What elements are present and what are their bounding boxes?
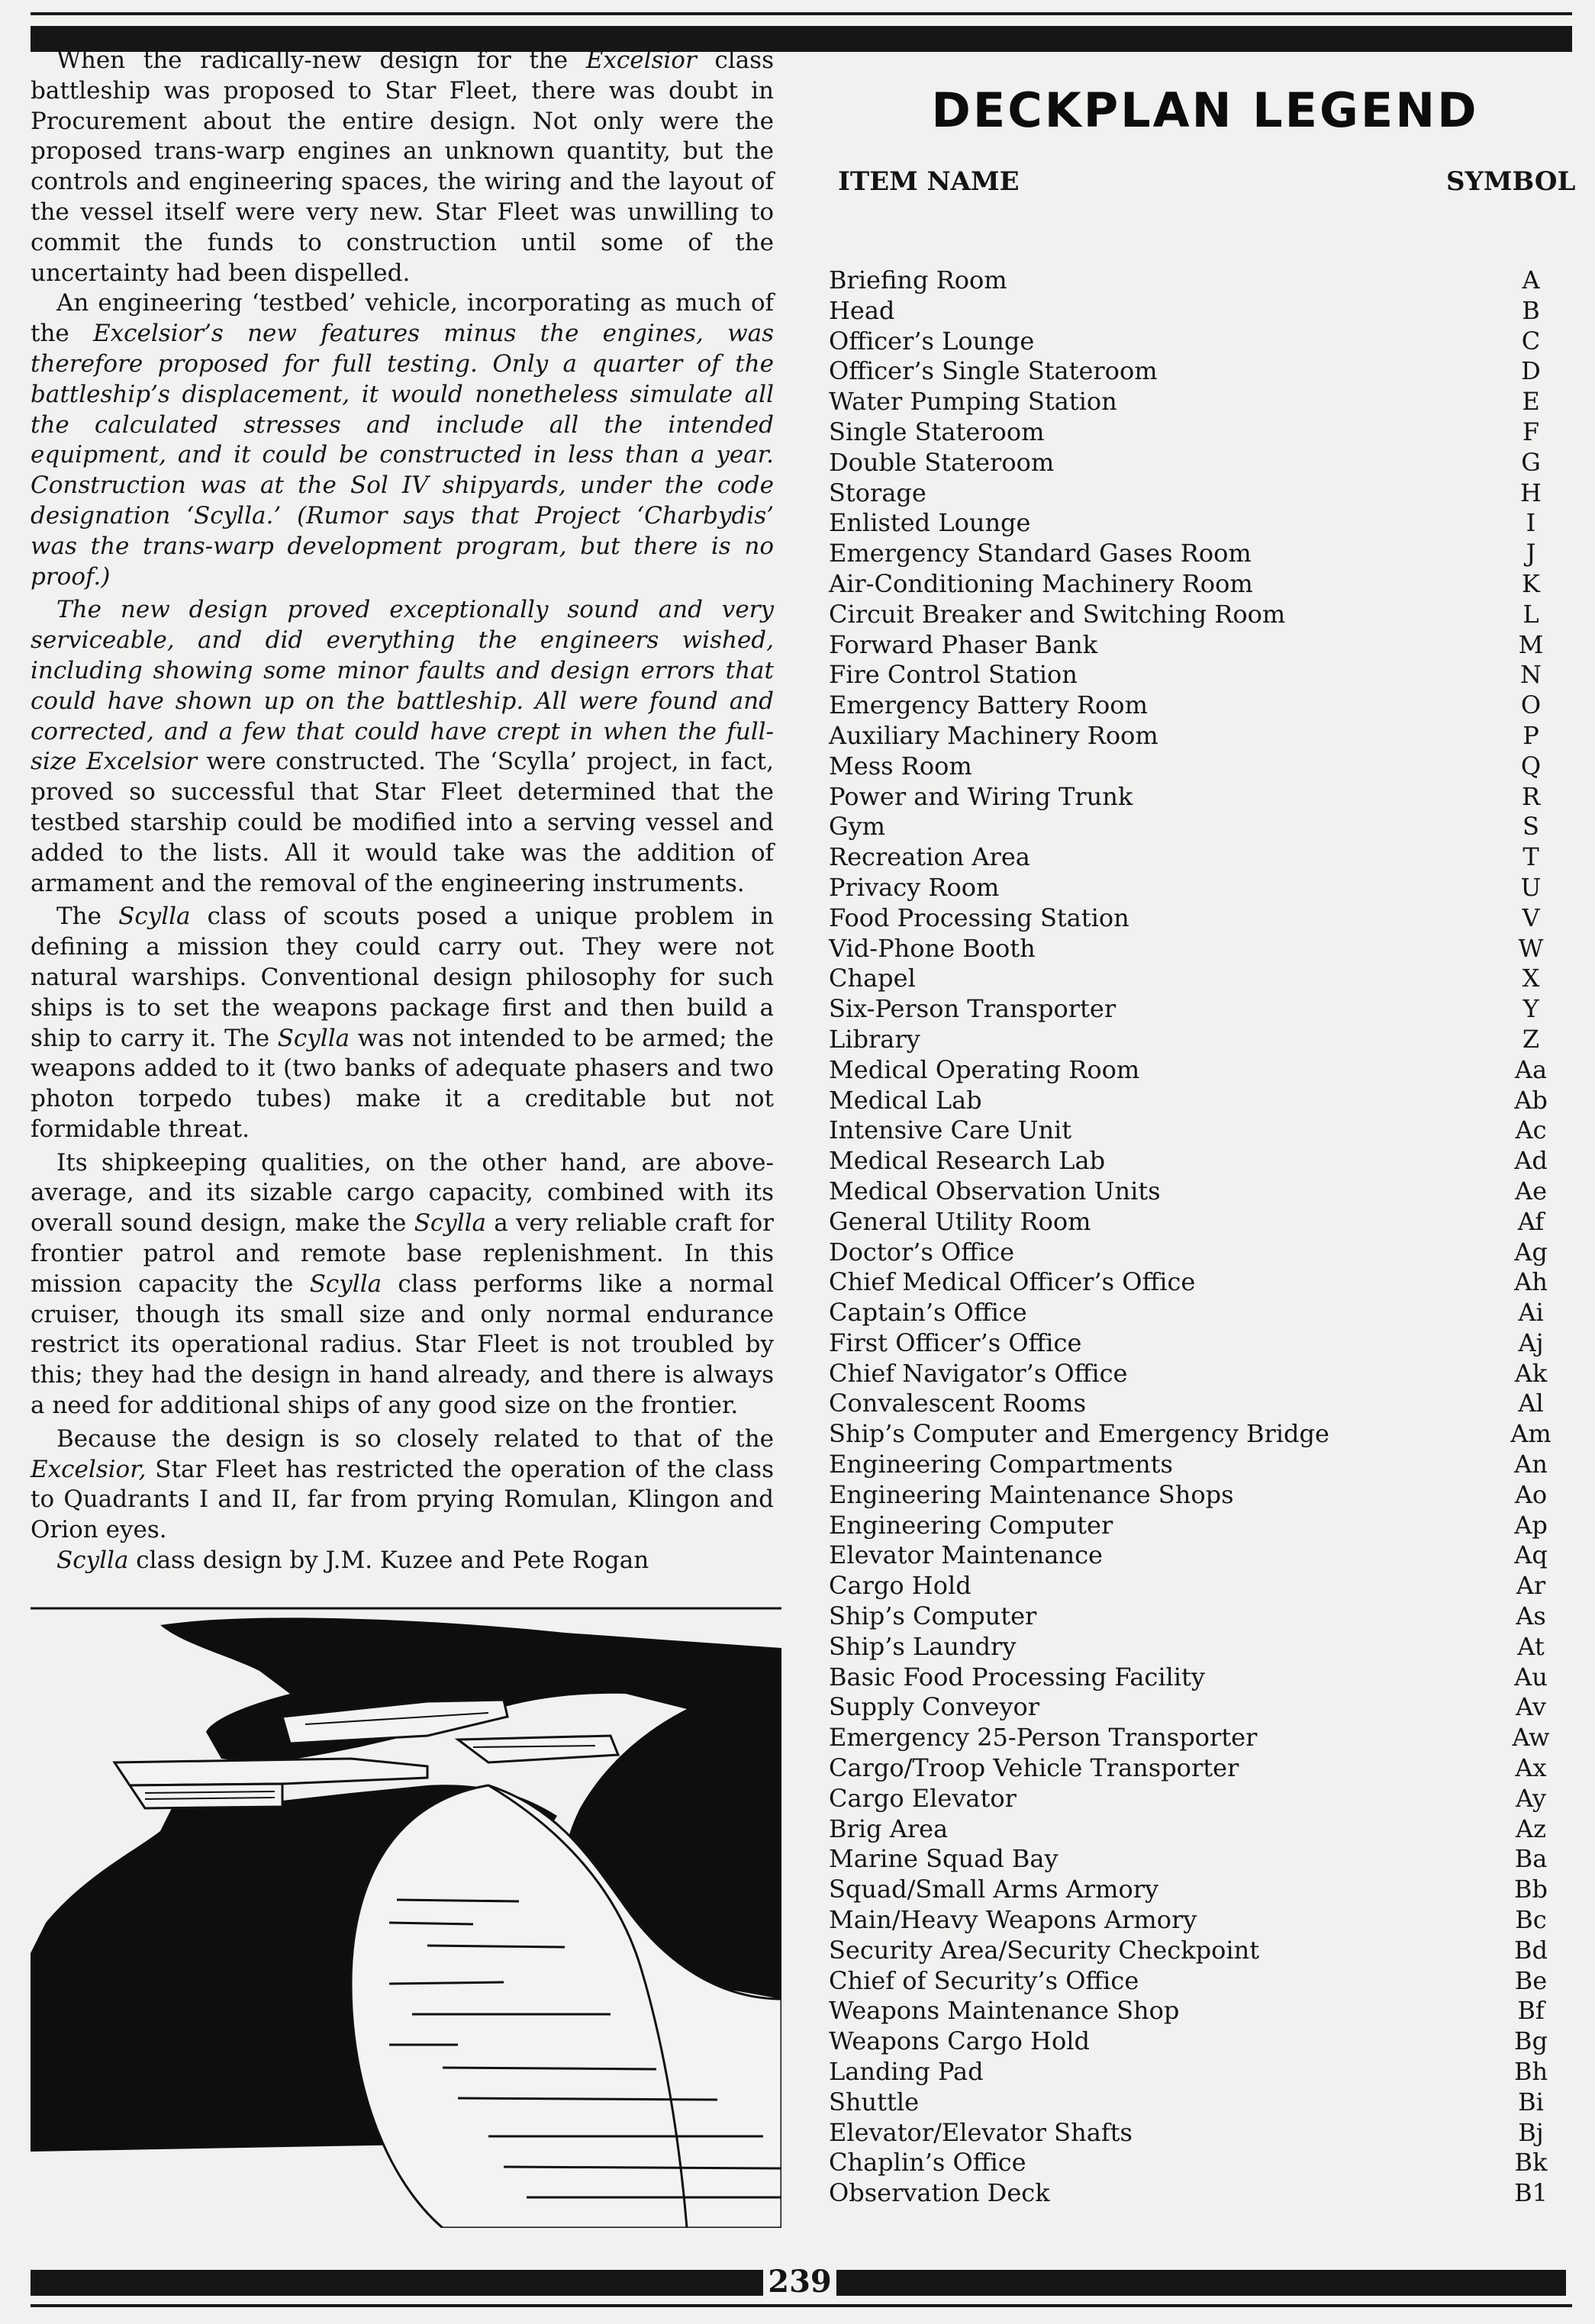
legend-item-symbol: Ad xyxy=(1514,1146,1548,1176)
legend-item-name: Chief Medical Officer’s Office xyxy=(829,1267,1196,1297)
legend-item-name: First Officer’s Office xyxy=(829,1328,1082,1357)
legend-item-symbol: X xyxy=(1522,964,1540,993)
legend-row xyxy=(829,782,1572,813)
legend-item-symbol: Af xyxy=(1517,1206,1545,1236)
paragraph-6 xyxy=(31,1424,774,1546)
legend-list xyxy=(829,266,1572,2209)
legend-item-name: Briefing Room xyxy=(829,266,1007,295)
legend-item-name: Water Pumping Station xyxy=(829,387,1117,417)
p3-text-run: The new design proved exceptionally sound and very serviceable, and did everything the engineers wished, including showing some minor faults and design errors that could have shown up on the battleship. All were found and corrected, and a few that could have crept in when the full-size Excelsior xyxy=(31,596,774,776)
legend-item-name: Doctor’s Office xyxy=(829,1237,1015,1267)
legend-item-symbol: Ax xyxy=(1515,1753,1547,1783)
legend-item-symbol: Aj xyxy=(1518,1328,1544,1357)
credit-text-run: class design by J.M. Kuzee and Pete Rogan xyxy=(128,1547,649,1575)
legend-item-symbol: Ap xyxy=(1514,1510,1548,1540)
legend-item-name: Officer’s Single Stateroom xyxy=(829,356,1158,386)
legend-row xyxy=(829,2118,1572,2149)
legend-item-symbol: Bh xyxy=(1513,2057,1548,2087)
legend-item-symbol: Au xyxy=(1514,1662,1548,1691)
legend-row xyxy=(829,994,1572,1025)
legend-item-name: Power and Wiring Trunk xyxy=(829,781,1133,811)
legend-item-name: Weapons Maintenance Shop xyxy=(829,1996,1180,2026)
legend-item-symbol: Bg xyxy=(1514,2026,1548,2056)
legend-item-symbol: Ao xyxy=(1514,1479,1548,1509)
legend-row xyxy=(829,1450,1572,1480)
legend-item-symbol: B xyxy=(1522,295,1540,325)
legend-item-symbol: Ah xyxy=(1514,1267,1548,1297)
legend-item-name: Cargo Elevator xyxy=(829,1783,1017,1813)
legend-row xyxy=(829,1115,1572,1146)
legend-item-symbol: P xyxy=(1522,720,1539,750)
legend-row xyxy=(829,1875,1572,1905)
legend-row xyxy=(829,1844,1572,1875)
legend-row xyxy=(829,1419,1572,1450)
legend-item-symbol: Bc xyxy=(1515,1905,1547,1935)
legend-item-name: Chief Navigator’s Office xyxy=(829,1358,1128,1388)
legend-item-symbol: M xyxy=(1518,629,1544,659)
symbol-header: SYMBOL xyxy=(1446,166,1576,197)
legend-item-symbol: Ae xyxy=(1514,1176,1548,1205)
legend-item-name: Emergency Battery Room xyxy=(829,690,1148,720)
legend-item-name: General Utility Room xyxy=(829,1206,1091,1236)
legend-item-name: Privacy Room xyxy=(829,872,1000,902)
legend-item-symbol: Bf xyxy=(1517,1996,1545,2026)
legend-row xyxy=(829,2057,1572,2087)
legend-item-symbol: Q xyxy=(1520,751,1542,781)
legend-item-symbol: Am xyxy=(1510,1419,1552,1449)
legend-item-name: Cargo Hold xyxy=(829,1571,972,1601)
legend-item-name: Basic Food Processing Facility xyxy=(829,1662,1205,1691)
paragraph-1 xyxy=(31,46,774,288)
legend-row xyxy=(829,1692,1572,1723)
legend-row xyxy=(829,1601,1572,1632)
legend-row xyxy=(829,417,1572,448)
legend-item-name: Enlisted Lounge xyxy=(829,508,1031,538)
legend-item-name: Medical Research Lab xyxy=(829,1146,1106,1176)
legend-item-name: Food Processing Station xyxy=(829,903,1129,932)
legend-item-symbol: Ac xyxy=(1515,1115,1547,1145)
p6-text-run: Star Fleet has restricted the operation of the class to Quadrants I and II, far from prying Romulan, Klingon and Orion eyes. xyxy=(31,1455,774,1544)
legend-item-symbol: U xyxy=(1520,872,1542,902)
legend-item-name: Auxiliary Machinery Room xyxy=(829,720,1158,750)
legend-item-symbol: O xyxy=(1520,690,1542,720)
legend-row xyxy=(829,2026,1572,2057)
legend-row xyxy=(829,1480,1572,1511)
top-thin-rule xyxy=(31,12,1572,15)
legend-row xyxy=(829,296,1572,327)
p4-text-run: Scylla xyxy=(277,1024,350,1052)
legend-row xyxy=(829,752,1572,782)
legend-item-name: Engineering Compartments xyxy=(829,1450,1173,1479)
legend-row xyxy=(829,1055,1572,1086)
legend-item-symbol: G xyxy=(1521,447,1541,477)
legend-item-name: Vid-Phone Booth xyxy=(829,933,1036,963)
legend-item-symbol: Av xyxy=(1516,1692,1546,1722)
legend-item-symbol: Bd xyxy=(1514,1935,1548,1965)
design-credit xyxy=(31,1546,774,1576)
legend-item-symbol: Bb xyxy=(1514,1875,1548,1904)
p4-text-run: Scylla xyxy=(118,903,191,931)
legend-row xyxy=(829,690,1572,721)
credit-text-run: Scylla xyxy=(56,1547,129,1575)
item-name-header: ITEM NAME xyxy=(838,166,1020,197)
legend-item-name: Emergency 25-Person Transporter xyxy=(829,1723,1258,1753)
legend-row xyxy=(829,630,1572,661)
legend-row xyxy=(829,266,1572,296)
page-number: 239 xyxy=(768,2264,832,2300)
legend-item-symbol: Ai xyxy=(1518,1298,1544,1328)
p1-text-run: When the radically-new design for the xyxy=(56,47,586,74)
legend-row xyxy=(829,448,1572,478)
p5-text-run: class performs like a normal cruiser, though its small size and only normal endurance restrict its operational radius. Star Fleet is not troubled by this; they had the design in hand already, and there is always a need for additional ships of any good size on the frontier. xyxy=(31,1270,775,1420)
legend-row xyxy=(829,508,1572,539)
legend-row xyxy=(829,903,1572,934)
p3-text-run: were constructed. The ‘Scylla’ project, in fact, proved so successful that Star Fleet determined that the testbed starship could be modified into a serving vessel and added to the lists. All it would take was the addition of armament and the removal of the engineering instruments. xyxy=(31,748,774,897)
legend-item-name: Air-Conditioning Machinery Room xyxy=(829,568,1253,598)
legend-item-name: Medical Operating Room xyxy=(829,1054,1140,1084)
paragraph-2 xyxy=(31,288,774,592)
legend-item-symbol: F xyxy=(1522,417,1540,446)
legend-row xyxy=(829,2178,1572,2209)
legend-item-symbol: Ab xyxy=(1514,1085,1548,1115)
legend-row xyxy=(829,1267,1572,1298)
legend-row xyxy=(829,1723,1572,1753)
legend-row xyxy=(829,327,1572,357)
legend-item-name: Circuit Breaker and Switching Room xyxy=(829,599,1286,629)
legend-item-name: Convalescent Rooms xyxy=(829,1389,1086,1418)
legend-item-name: Fire Control Station xyxy=(829,660,1078,690)
legend-item-name: Squad/Small Arms Armory xyxy=(829,1875,1159,1904)
paragraph-4 xyxy=(31,902,774,1144)
legend-item-name: Chief of Security’s Office xyxy=(829,1965,1139,1995)
legend-row xyxy=(829,812,1572,842)
legend-item-symbol: Bi xyxy=(1518,2087,1544,2116)
legend-item-symbol: Y xyxy=(1522,994,1539,1024)
legend-item-name: Medical Observation Units xyxy=(829,1176,1161,1205)
legend-row xyxy=(829,1936,1572,1966)
legend-item-name: Head xyxy=(829,295,895,325)
legend-item-name: Shuttle xyxy=(829,2087,920,2116)
legend-title: DECKPLAN LEGEND xyxy=(931,82,1479,138)
legend-item-name: Observation Deck xyxy=(829,2178,1050,2208)
legend-item-name: Double Stateroom xyxy=(829,447,1055,477)
legend-row xyxy=(829,1328,1572,1359)
legend-row xyxy=(829,1207,1572,1238)
p1-text-run: Excelsior xyxy=(585,47,697,74)
legend-row xyxy=(829,1784,1572,1814)
legend-item-symbol: N xyxy=(1520,660,1542,690)
paragraph-3 xyxy=(31,595,774,899)
legend-item-name: Medical Lab xyxy=(829,1085,982,1115)
legend-item-symbol: At xyxy=(1517,1631,1545,1661)
legend-item-symbol: B1 xyxy=(1514,2178,1548,2208)
legend-row xyxy=(829,387,1572,417)
legend-item-name: Officer’s Lounge xyxy=(829,326,1035,356)
p1-text-run: class battleship was proposed to Star Fleet, there was doubt in Procurement about the entire design. Not only were the proposed trans-warp engines an unknown quantity, but the controls and engineering spaces, the wiring and the layout of the vessel itself were very new. Star Fleet was unwilling to commit the funds to construction until some of the uncertainty had been dispelled. xyxy=(31,47,774,287)
legend-item-name: Security Area/Security Checkpoint xyxy=(829,1935,1260,1965)
legend-row xyxy=(829,1146,1572,1176)
legend-item-name: Brig Area xyxy=(829,1814,949,1843)
legend-item-symbol: Ar xyxy=(1516,1571,1546,1601)
legend-item-symbol: An xyxy=(1514,1450,1548,1479)
legend-row xyxy=(829,2087,1572,2118)
legend-row xyxy=(829,660,1572,690)
legend-row xyxy=(829,1814,1572,1845)
legend-row xyxy=(829,1571,1572,1601)
p6-text-run: Because the design is so closely related to that of the xyxy=(56,1424,774,1453)
p4-text-run: was not intended to be armed; the weapons added to it (two banks of adequate phasers and two photon torpedo tubes) make it a creditable but not formidable threat. xyxy=(31,1024,774,1143)
legend-row xyxy=(829,1632,1572,1663)
legend-row xyxy=(829,1176,1572,1207)
legend-item-name: Recreation Area xyxy=(829,842,1030,872)
legend-row xyxy=(829,873,1572,903)
footer-bar-left xyxy=(31,2270,763,2296)
legend-item-symbol: Be xyxy=(1514,1965,1548,1995)
legend-item-name: Storage xyxy=(829,478,926,507)
legend-row xyxy=(829,478,1572,509)
footer-rule xyxy=(31,2304,1572,2307)
legend-item-symbol: Aq xyxy=(1514,1540,1548,1570)
legend-item-symbol: T xyxy=(1522,842,1539,872)
p6-text-run: Excelsior, xyxy=(31,1455,147,1483)
legend-item-symbol: As xyxy=(1516,1601,1546,1631)
legend-row xyxy=(829,1298,1572,1328)
p5-text-run: Scylla xyxy=(309,1270,382,1298)
legend-row xyxy=(829,1359,1572,1389)
legend-item-name: Forward Phaser Bank xyxy=(829,629,1098,659)
legend-item-symbol: Aw xyxy=(1512,1723,1550,1753)
legend-item-symbol: Ba xyxy=(1514,1844,1548,1874)
legend-row xyxy=(829,934,1572,964)
legend-item-name: Elevator Maintenance xyxy=(829,1540,1103,1570)
legend-item-symbol: V xyxy=(1522,903,1540,932)
p2-text-run: Excelsior’s new features minus the engines, was therefore proposed for full testing. Only a quarter of the battleship’s displacement, it would nonetheless simulate all the calculated stresses and include all the intended equipment, and it could be constructed in less than a year. Construction was at the Sol IV shipyards, under the code designation ‘Scylla.’ (Rumor says that Project ‘Charbydis’ was the trans-warp development program, but there is no proof.) xyxy=(31,320,774,591)
legend-item-symbol: Ag xyxy=(1514,1237,1548,1267)
p2-text-run: An engineering ‘testbed’ vehicle, incorporating as much of the xyxy=(31,289,774,348)
p4-text-run: The xyxy=(56,903,119,931)
legend-item-symbol: K xyxy=(1522,568,1540,598)
p5-text-run: Its shipkeeping qualities, on the other hand, are above-average, and its sizable cargo capacity, combined with its overall sound design, make the xyxy=(31,1148,774,1238)
legend-item-name: Emergency Standard Gases Room xyxy=(829,539,1252,568)
legend-item-symbol: D xyxy=(1521,356,1541,386)
legend-row xyxy=(829,721,1572,752)
legend-item-name: Gym xyxy=(829,812,885,842)
legend-row xyxy=(829,964,1572,994)
legend-item-name: Intensive Care Unit xyxy=(829,1115,1072,1145)
legend-item-name: Engineering Computer xyxy=(829,1510,1113,1540)
legend-row xyxy=(829,1238,1572,1268)
legend-item-symbol: C xyxy=(1521,326,1541,356)
legend-item-name: Ship’s Laundry xyxy=(829,1631,1017,1661)
legend-item-symbol: Aa xyxy=(1514,1054,1548,1084)
legend-item-name: Mess Room xyxy=(829,751,972,781)
legend-row xyxy=(829,1753,1572,1784)
legend-item-symbol: Bk xyxy=(1514,2148,1548,2178)
legend-item-symbol: R xyxy=(1521,781,1541,811)
paragraph-5 xyxy=(31,1148,774,1421)
legend-item-symbol: E xyxy=(1522,387,1540,417)
article-body xyxy=(31,46,774,1576)
legend-row xyxy=(829,356,1572,387)
legend-row xyxy=(829,1511,1572,1541)
legend-item-symbol: Al xyxy=(1518,1389,1544,1418)
legend-row xyxy=(829,1966,1572,1997)
legend-row xyxy=(829,1389,1572,1419)
legend-row xyxy=(829,1663,1572,1693)
legend-item-symbol: J xyxy=(1526,539,1536,568)
legend-item-symbol: A xyxy=(1522,266,1540,295)
legend-item-symbol: Z xyxy=(1522,1024,1540,1054)
legend-item-symbol: I xyxy=(1526,508,1536,538)
legend-item-name: Landing Pad xyxy=(829,2057,984,2087)
starship-illustration xyxy=(31,1602,781,2228)
legend-row xyxy=(829,1540,1572,1571)
legend-item-symbol: Ak xyxy=(1514,1358,1548,1388)
legend-item-symbol: Bj xyxy=(1518,2117,1544,2147)
legend-item-name: Ship’s Computer xyxy=(829,1601,1037,1631)
p4-text-run: class of scouts posed a unique problem in defining a mission they could carry out. They were not natural warships. Conventional design philosophy for such ships is to set the weapons package first and then build a ship to carry it. The xyxy=(31,903,774,1052)
legend-row xyxy=(829,1086,1572,1116)
legend-row xyxy=(829,1905,1572,1936)
legend-item-name: Chaplin’s Office xyxy=(829,2148,1026,2178)
legend-item-symbol: Az xyxy=(1516,1814,1546,1843)
legend-item-name: Cargo/Troop Vehicle Transporter xyxy=(829,1753,1239,1783)
legend-item-name: Captain’s Office xyxy=(829,1298,1027,1328)
p5-text-run: a very reliable craft for frontier patrol and remote base replenishment. In this mission capacity the xyxy=(31,1209,774,1298)
legend-row xyxy=(829,539,1572,569)
legend-item-name: Ship’s Computer and Emergency Bridge xyxy=(829,1419,1329,1449)
legend-item-symbol: W xyxy=(1518,933,1544,963)
legend-item-symbol: H xyxy=(1520,478,1542,507)
legend-item-name: Engineering Maintenance Shops xyxy=(829,1479,1234,1509)
legend-row xyxy=(829,1996,1572,2026)
legend-item-symbol: L xyxy=(1522,599,1539,629)
legend-row xyxy=(829,600,1572,630)
legend-item-name: Weapons Cargo Hold xyxy=(829,2026,1090,2056)
legend-item-name: Six-Person Transporter xyxy=(829,994,1116,1024)
p5-text-run: Scylla xyxy=(414,1209,487,1238)
legend-item-symbol: S xyxy=(1522,812,1539,842)
legend-item-name: Marine Squad Bay xyxy=(829,1844,1058,1874)
legend-item-name: Supply Conveyor xyxy=(829,1692,1039,1722)
legend-row xyxy=(829,842,1572,873)
legend-row xyxy=(829,569,1572,600)
footer-bar-right xyxy=(836,2270,1566,2296)
legend-row xyxy=(829,2148,1572,2178)
legend-row xyxy=(829,1025,1572,1055)
legend-item-symbol: Ay xyxy=(1516,1783,1546,1813)
legend-item-name: Library xyxy=(829,1024,920,1054)
legend-item-name: Elevator/Elevator Shafts xyxy=(829,2117,1133,2147)
legend-item-name: Main/Heavy Weapons Armory xyxy=(829,1905,1197,1935)
legend-item-name: Chapel xyxy=(829,964,916,993)
legend-item-name: Single Stateroom xyxy=(829,417,1045,446)
